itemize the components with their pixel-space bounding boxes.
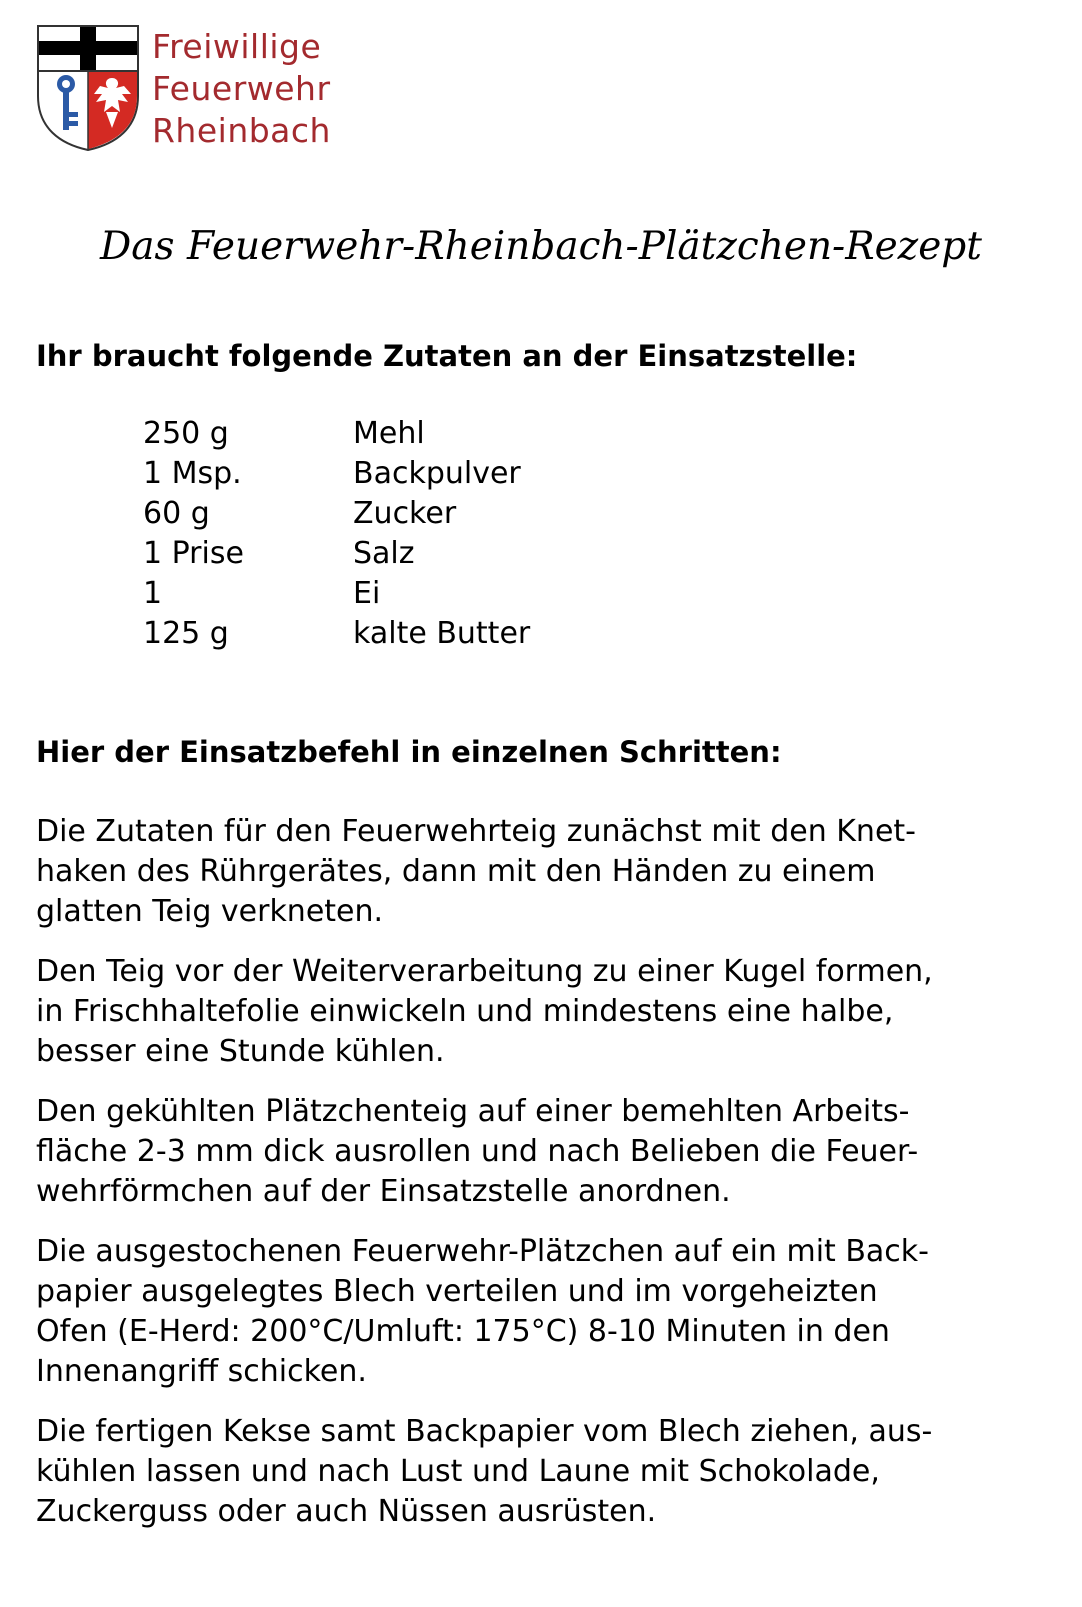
steps-list bbox=[36, 812, 1046, 1552]
step-paragraph-4: Die ausgestochenen Feuerwehr-Plätzchen auf ein mit Back- papier ausgelegtes Blech verteilen und im vorgeheizten Ofen (E-Herd: 200°C/Umluft: 175°C) 8-10 Minuten in den Innenangriff schicken. bbox=[36, 1234, 929, 1389]
ingredient-amount: 250 g bbox=[143, 416, 229, 451]
ingredient-item: Zucker bbox=[353, 496, 457, 531]
ingredient-amount: 125 g bbox=[143, 616, 229, 651]
step-paragraph-3: Den gekühlten Plätzchenteig auf einer bemehlten Arbeits- fläche 2-3 mm dick ausrollen und nach Belieben die Feuer- wehrförmchen auf der Einsatzstelle anordnen. bbox=[36, 1094, 919, 1209]
ingredient-amount: 1 bbox=[143, 576, 163, 611]
steps-heading: Hier der Einsatzbefehl in einzelnen Schritten: bbox=[36, 735, 782, 769]
page-header bbox=[36, 24, 331, 152]
ingredient-item: Backpulver bbox=[353, 456, 521, 491]
ingredient-item: Ei bbox=[353, 576, 381, 611]
step-paragraph-5: Die fertigen Kekse samt Backpapier vom Blech ziehen, aus- kühlen lassen und nach Lust und Laune mit Schokolade, Zuckerguss oder auch Nüssen ausrüsten. bbox=[36, 1414, 933, 1529]
ingredient-row bbox=[143, 454, 530, 494]
rheinbach-coat-of-arms-icon bbox=[36, 24, 140, 152]
org-name-line-1: Freiwillige bbox=[152, 27, 322, 66]
organization-name bbox=[152, 26, 331, 152]
step-paragraph-1: Die Zutaten für den Feuerwehrteig zunächst mit den Knet- haken des Rührgerätes, dann mit den Händen zu einem glatten Teig verkneten. bbox=[36, 814, 916, 929]
ingredients-heading: Ihr braucht folgende Zutaten an der Einsatzstelle: bbox=[36, 339, 858, 373]
ingredient-row bbox=[143, 534, 530, 574]
ingredient-amount: 1 Prise bbox=[143, 536, 244, 571]
ingredient-row bbox=[143, 414, 530, 454]
ingredient-amount: 60 g bbox=[143, 496, 210, 531]
ingredient-item: Mehl bbox=[353, 416, 425, 451]
ingredient-amount: 1 Msp. bbox=[143, 456, 242, 491]
step-paragraph-2: Den Teig vor der Weiterverarbeitung zu einer Kugel formen, in Frischhaltefolie einwickeln und mindestens eine halbe, besser eine Stunde kühlen. bbox=[36, 954, 933, 1069]
ingredients-list bbox=[143, 414, 530, 654]
org-name-line-2: Feuerwehr bbox=[152, 69, 331, 108]
recipe-title: Das Feuerwehr-Rheinbach-Plätzchen-Rezept bbox=[100, 224, 982, 269]
ingredient-item: Salz bbox=[353, 536, 415, 571]
org-name-line-3: Rheinbach bbox=[152, 111, 331, 150]
ingredient-row bbox=[143, 574, 530, 614]
ingredient-row bbox=[143, 614, 530, 654]
ingredient-item: kalte Butter bbox=[353, 616, 531, 651]
ingredient-row bbox=[143, 494, 530, 534]
